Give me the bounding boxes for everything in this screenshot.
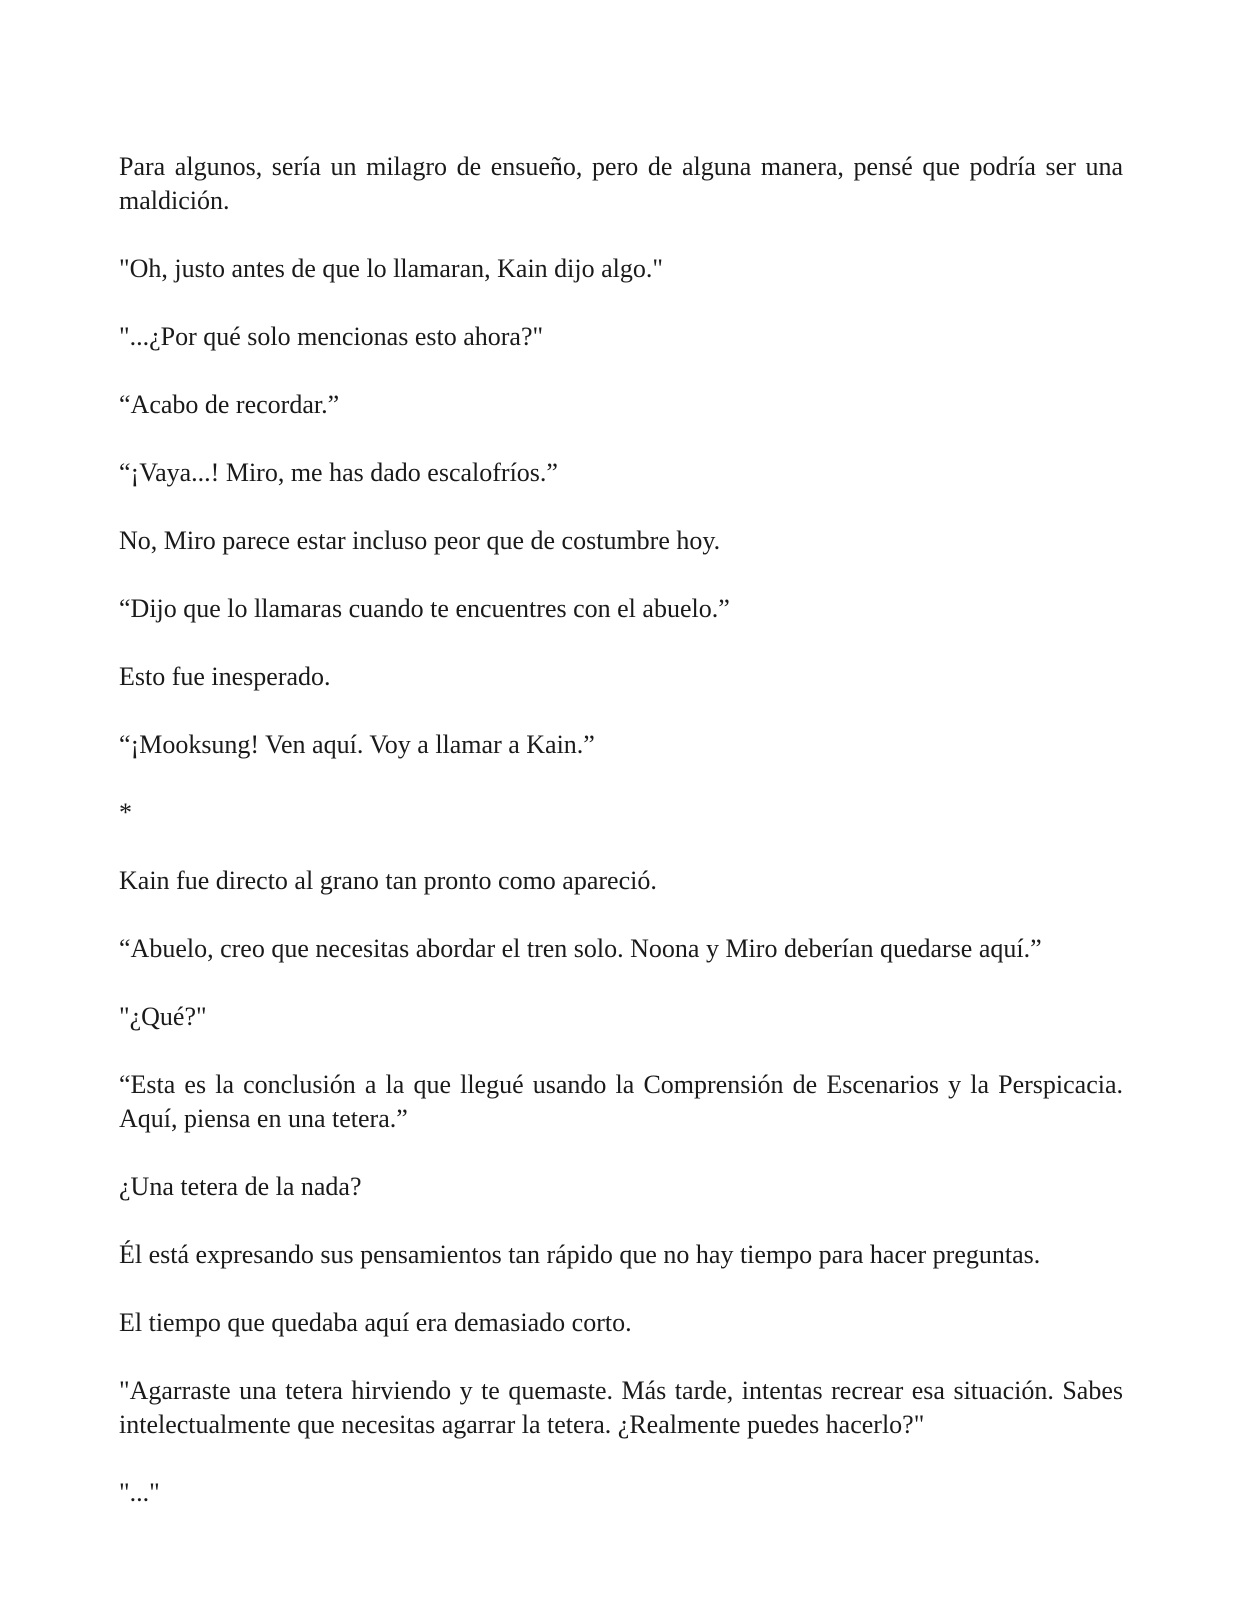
- paragraph-18: "Agarraste una tetera hirviendo y te quemaste. Más tarde, intentas recrear esa situación. Sabes intelectualmente que necesitas agarrar la tetera. ¿Realmente puedes hacerlo?": [119, 1376, 1123, 1439]
- paragraph-8: Esto fue inesperado.: [119, 662, 331, 691]
- paragraph-7: “Dijo que lo llamaras cuando te encuentres con el abuelo.”: [119, 594, 730, 623]
- paragraph-11: Kain fue directo al grano tan pronto como apareció.: [119, 866, 657, 895]
- paragraph-3: "...¿Por qué solo mencionas esto ahora?": [119, 322, 544, 351]
- paragraph-14: “Esta es la conclusión a la que llegué usando la Comprensión de Escenarios y la Perspicacia. Aquí, piensa en una tetera.”: [119, 1070, 1123, 1133]
- paragraph-15: ¿Una tetera de la nada?: [119, 1172, 362, 1201]
- document-body: [119, 150, 1123, 1544]
- paragraph-6: No, Miro parece estar incluso peor que de costumbre hoy.: [119, 526, 721, 555]
- scene-break: *: [119, 798, 132, 827]
- paragraph-13: "¿Qué?": [119, 1002, 207, 1031]
- paragraph-12: “Abuelo, creo que necesitas abordar el tren solo. Noona y Miro deberían quedarse aquí.”: [119, 934, 1042, 963]
- paragraph-2: "Oh, justo antes de que lo llamaran, Kain dijo algo.": [119, 254, 663, 283]
- paragraph-4: “Acabo de recordar.”: [119, 390, 340, 419]
- paragraph-5: “¡Vaya...! Miro, me has dado escalofríos.”: [119, 458, 558, 487]
- paragraph-1: Para algunos, sería un milagro de ensueño, pero de alguna manera, pensé que podría ser una maldición.: [119, 152, 1123, 215]
- paragraph-16: Él está expresando sus pensamientos tan rápido que no hay tiempo para hacer preguntas.: [119, 1240, 1041, 1269]
- paragraph-17: El tiempo que quedaba aquí era demasiado corto.: [119, 1308, 632, 1337]
- paragraph-19: "...": [119, 1478, 160, 1507]
- paragraph-9: “¡Mooksung! Ven aquí. Voy a llamar a Kain.”: [119, 730, 595, 759]
